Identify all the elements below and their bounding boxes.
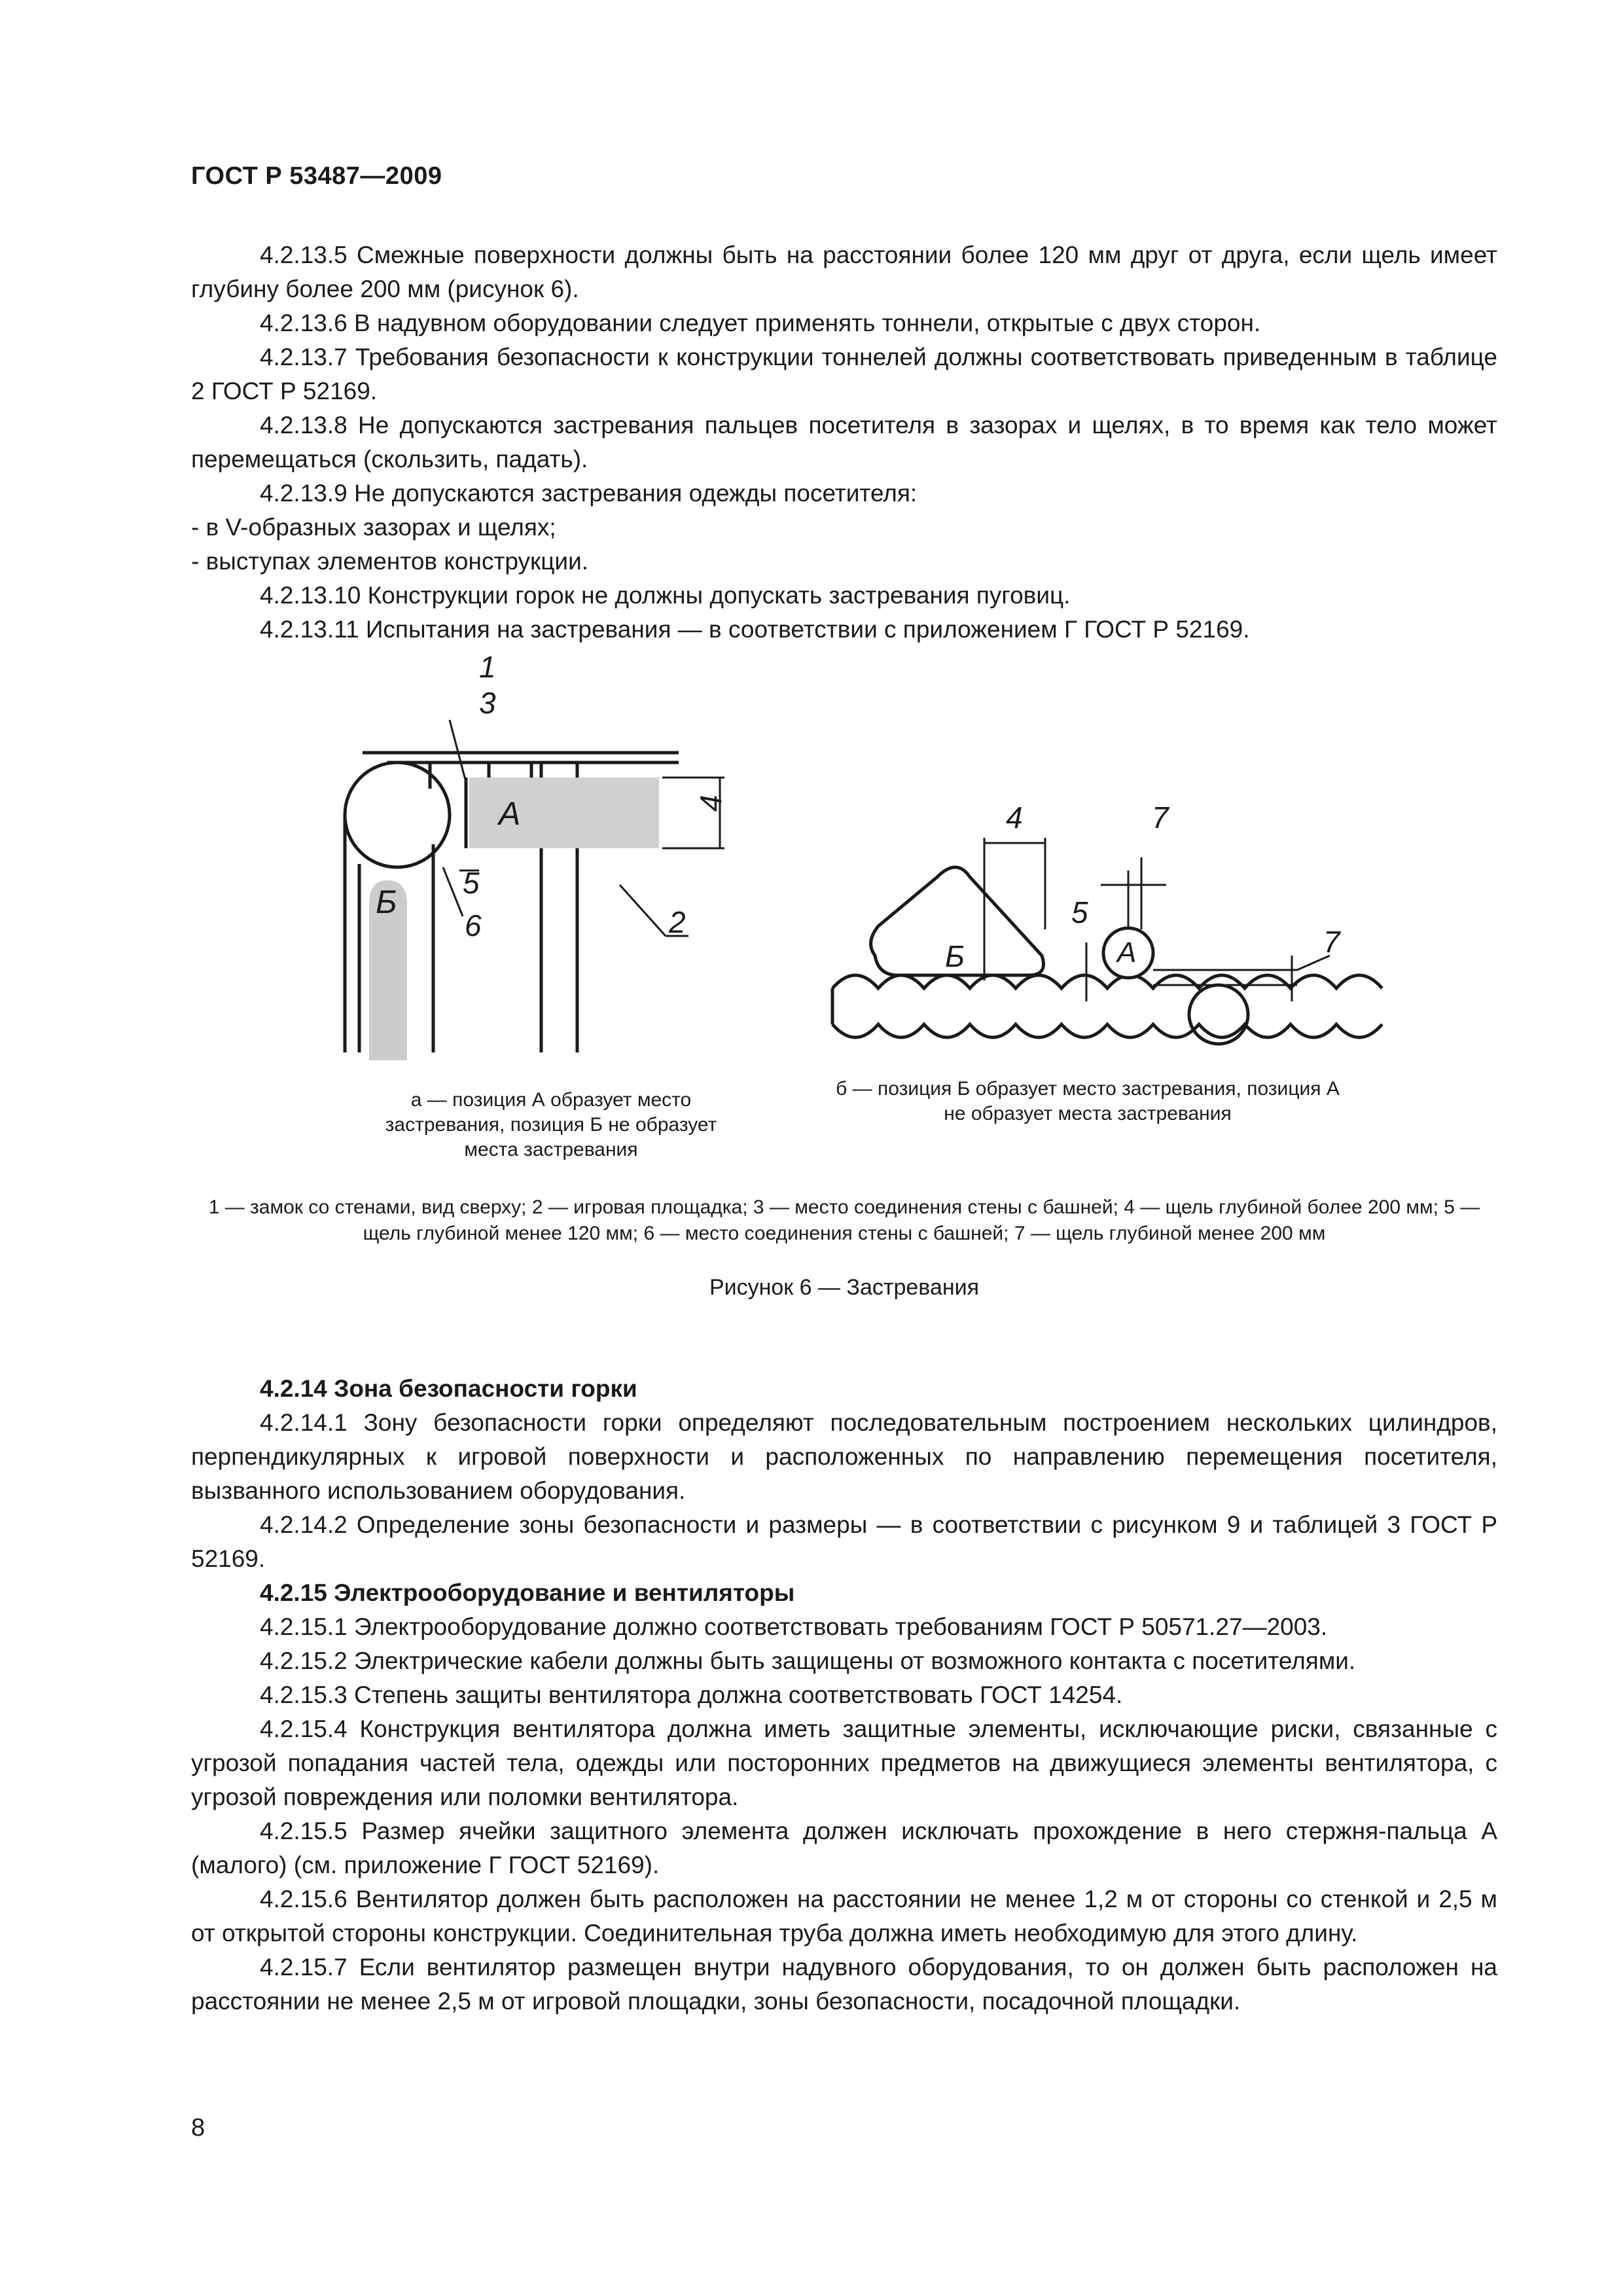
paragraph: 4.2.15.6 Вентилятор должен быть расположен на расстоянии не менее 1,2 м от стороны со стенкой и 2,5 м от открытой стороны конструкции. Соединительная труба должна иметь необходимую для этого длину. [191,1886,1497,1946]
paragraph: 4.2.13.6 В надувном оборудовании следует применять тоннели, открытые с двух сторон. [260,310,1261,336]
label-pos-a-b: А [1117,937,1137,969]
figure-title: Рисунок 6 — Застревания [709,1275,980,1300]
paragraph: 4.2.14.2 Определение зоны безопасности и размеры — в соответствии с рисунком 9 и таблицей 3 ГОСТ Р 52169. [191,1511,1497,1572]
paragraph: 4.2.15.3 Степень защиты вентилятора должна соответствовать ГОСТ 14254. [260,1681,1123,1708]
label-5: 5 [463,866,480,900]
caption-a: а — позиция А образует место застревания, позиция Б не образует места застревания [385,1089,717,1160]
label-7a: 7 [1152,800,1169,834]
list-item: - в V-образных зазорах и щелях; [191,514,556,541]
drawing-b [832,838,1382,1044]
paragraph: 4.2.13.7 Требования безопасности к конструкции тоннелей должны соответствовать приведенным в таблице 2 ГОСТ Р 52169. [191,344,1497,404]
figure-legend: 1 — замок со стенами, вид сверху; 2 — игровая площадка; 3 — место соединения стены с башней; 4 — щель глубиной более 200 мм; 5 — щель глубиной менее 120 мм; 6 — место соединения стены с башней; 7 — щель глубиной менее 200 мм [208,1196,1480,1244]
text-block-bottom [191,1372,1497,2018]
label-5b: 5 [1071,895,1088,929]
figure-6 [191,648,1497,1322]
paragraph: 4.2.15.7 Если вентилятор размещен внутри надувного оборудования, то он должен быть расположен на расстоянии не менее 2,5 м от игровой площадки, зоны безопасности, посадочной площадки. [191,1954,1497,2015]
label-4b: 4 [1006,800,1023,834]
section-heading: 4.2.15 Электрооборудование и вентиляторы [260,1579,795,1606]
label-2: 2 [669,905,686,939]
paragraph: 4.2.13.8 Не допускаются застревания пальцев посетителя в зазорах и щелях, в то время как тело может перемещаться (скользить, падать). [191,412,1497,473]
drawing-a [345,720,724,1060]
paragraph: 4.2.13.5 Смежные поверхности должны быть на расстоянии более 120 мм друг от друга, если щель имеет глубину более 200 мм (рисунок 6). [191,242,1497,302]
label-1: 1 [479,650,496,684]
page-number: 8 [191,2114,205,2142]
section-heading: 4.2.14 Зона безопасности горки [260,1375,637,1402]
paragraph: 4.2.13.11 Испытания на застревания — в соответствии с приложением Г ГОСТ Р 52169. [260,616,1250,643]
paragraph: 4.2.15.2 Электрические кабели должны быть защищены от возможного контакта с посетителями. [260,1647,1356,1674]
text-block-top [191,238,1497,647]
paragraph: 4.2.15.1 Электрооборудование должно соответствовать требованиям ГОСТ Р 50571.27—2003. [260,1613,1328,1640]
paragraph: 4.2.15.4 Конструкция вентилятора должна иметь защитные элементы, исключающие риски, связанные с угрозой попадания частей тела, одежды или посторонних предметов на движущиеся элементы вентилятора, с угрозой повреждения или поломки вентилятора. [191,1715,1497,1810]
paragraph: 4.2.13.10 Конструкции горок не должны допускать застревания пуговиц. [260,582,1071,609]
caption-b: б — позиция Б образует место застревания, позиция А не образует места застревания [836,1078,1340,1124]
label-pos-b-b: Б [945,939,965,973]
label-6: 6 [465,908,482,942]
label-3: 3 [479,686,496,720]
paragraph: 4.2.15.5 Размер ячейки защитного элемента должен исключать прохождение в него стержня-пальца А (малого) (см. приложение Г ГОСТ 52169). [191,1818,1497,1878]
list-item: - выступах элементов конструкции. [191,548,589,575]
label-pos-b: Б [376,884,397,920]
document-header: ГОСТ Р 53487—2009 [191,162,442,190]
paragraph: 4.2.13.9 Не допускаются застревания одежды посетителя: [260,480,918,507]
paragraph: 4.2.14.1 Зону безопасности горки определяют последовательным построением нескольких цилиндров, перпендикулярных к игровой поверхности и расположенных по направлению перемещения посетителя, вызванного использованием оборудования. [191,1409,1497,1504]
label-7b: 7 [1323,925,1340,959]
label-pos-a: А [499,795,521,832]
label-4: 4 [694,795,728,812]
